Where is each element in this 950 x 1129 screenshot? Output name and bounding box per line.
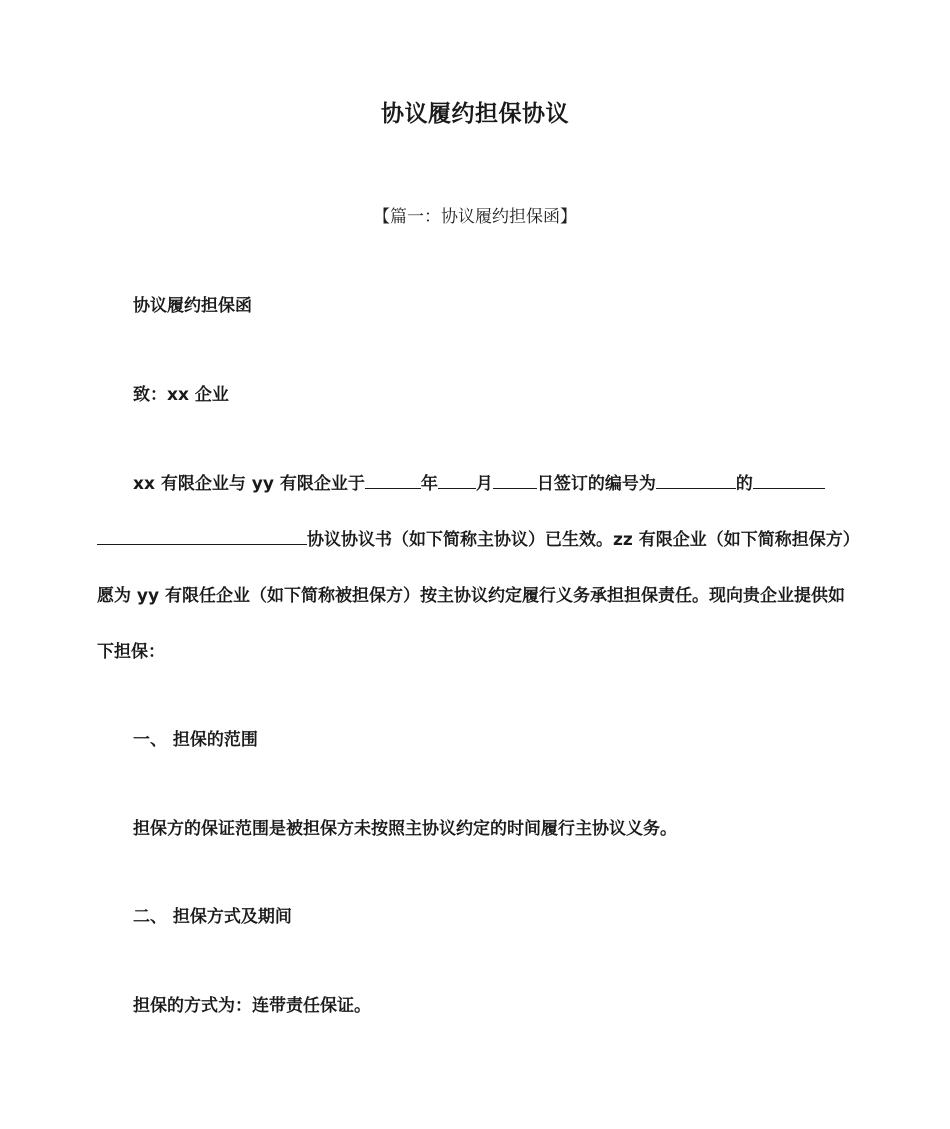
day-signed-label: 日签订的编号为: [536, 474, 656, 494]
recipient-line: 致：xx 企业: [133, 385, 229, 405]
month-blank: [438, 470, 476, 489]
letter-heading: 协议履约担保函: [133, 296, 252, 316]
intro-part2: 协议协议书（如下简称主协议）已生效。zz 有限企业（如下简称担保方）愿为 yy 有限任企业（如下简称被担保方）按主协议约定履行义务承担担保责任。现向贵企业提供如下担保：: [97, 530, 852, 662]
contract-name-blank-1: [753, 470, 825, 489]
document-subtitle: 【篇一：协议履约担保函】: [373, 207, 577, 227]
of-label: 的: [735, 474, 753, 494]
document-title: 协议履约担保协议: [381, 101, 569, 127]
intro-paragraph: [97, 456, 857, 680]
contract-name-blank-2: [97, 526, 307, 545]
day-blank: [493, 470, 537, 489]
year-blank: [365, 470, 421, 489]
section2-text: 担保的方式为：连带责任保证。: [133, 996, 371, 1016]
month-label: 月: [475, 474, 493, 494]
year-label: 年: [420, 474, 438, 494]
section1-text: 担保方的保证范围是被担保方未按照主协议约定的时间履行主协议义务。: [133, 819, 677, 839]
section1-heading: 一、 担保的范围: [133, 730, 258, 750]
section2-heading: 二、 担保方式及期间: [133, 907, 292, 927]
intro-part1: xx 有限企业与 yy 有限企业于: [133, 474, 365, 494]
contract-number-blank: [656, 470, 736, 489]
